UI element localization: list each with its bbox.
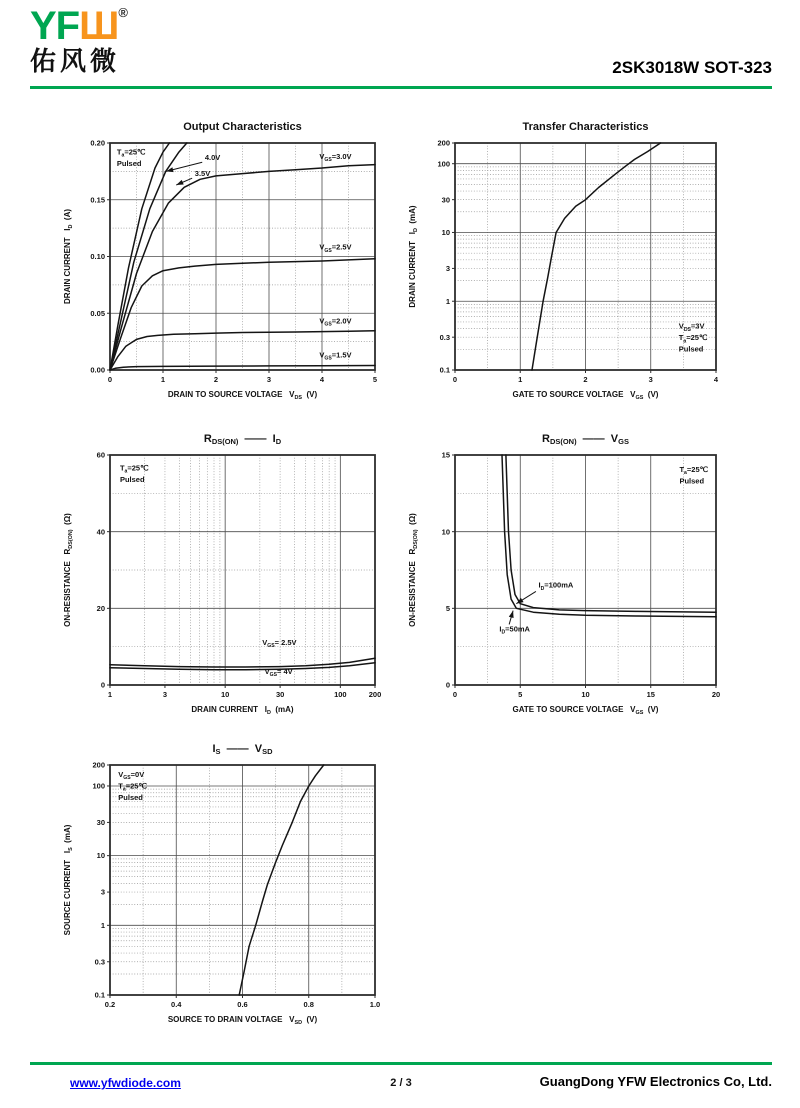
rdson-vs-id-plot bbox=[30, 430, 390, 735]
svg-text:DRAIN CURRENT ID (mA): DRAIN CURRENT $I_D$ (mA) bbox=[408, 205, 420, 308]
chart-rdson-vs-id bbox=[30, 430, 390, 740]
svg-text:3: 3 bbox=[266, 375, 272, 384]
svg-text:3: 3 bbox=[445, 264, 450, 274]
svg-text:0: 0 bbox=[107, 375, 113, 384]
footer-divider bbox=[30, 1062, 772, 1065]
svg-text:GATE TO SOURCE VOLTAGE VGS: GATE TO SOURCE VOLTAGE $V_{GS}$ (V) bbox=[512, 705, 659, 717]
svg-text:0.6: 0.6 bbox=[237, 1000, 248, 1009]
logo-yf-text: YF bbox=[30, 4, 80, 48]
svg-text:100: 100 bbox=[437, 159, 450, 169]
chart-output-characteristics bbox=[30, 118, 390, 423]
is-vs-vsd-plot bbox=[30, 740, 390, 1045]
transfer-characteristics-plot bbox=[372, 118, 735, 418]
chart-rdson-vs-vgs bbox=[375, 430, 735, 740]
svg-text:IS —— VSD: $I_S$ —— $V_{SD}$ bbox=[212, 743, 273, 757]
part-number-title: 2SK3018W SOT-323 bbox=[612, 58, 772, 77]
svg-text:ON-RESISTANCE RDS(ON) (Ω): ON-RESISTANCE $R_{DS(ON)}$ (Ω) bbox=[63, 513, 75, 627]
svg-text:Ta=25℃: $T_a=25℃$ bbox=[679, 464, 709, 477]
svg-text:100: 100 bbox=[334, 690, 347, 699]
svg-text:RDS(ON) —— ID: $R_{DS(ON)}$ —— $I_D$ bbox=[203, 433, 282, 447]
svg-text:1: 1 bbox=[518, 375, 523, 384]
svg-text:VGS=2.5V: $V_{GS}=2.5V$ bbox=[319, 242, 352, 254]
svg-text:20: 20 bbox=[96, 603, 105, 613]
svg-text:4: 4 bbox=[319, 375, 325, 384]
svg-text:VGS=0V: $V_{GS}=0V$ bbox=[118, 769, 145, 782]
svg-text:1.0: 1.0 bbox=[369, 1000, 381, 1009]
svg-text:100: 100 bbox=[92, 781, 105, 791]
svg-text:SOURCE TO DRAIN VOLTAGE VSD: SOURCE TO DRAIN VOLTAGE $V_{SD}$ (V) bbox=[167, 1015, 318, 1027]
svg-text:4.0V: 4.0V bbox=[204, 153, 221, 163]
svg-text:Ta=25℃: $T_a=25℃$ bbox=[678, 333, 708, 345]
svg-text:5: 5 bbox=[372, 375, 378, 384]
footer bbox=[30, 1074, 772, 1098]
svg-text:0: 0 bbox=[100, 680, 105, 690]
svg-text:0.4: 0.4 bbox=[171, 1000, 182, 1009]
svg-text:0.1: 0.1 bbox=[439, 365, 450, 375]
svg-text:1: 1 bbox=[160, 375, 166, 384]
svg-text:15: 15 bbox=[646, 690, 655, 699]
registered-trademark-icon: ® bbox=[118, 5, 127, 20]
svg-text:Ta=25℃: $T_a=25℃$ bbox=[116, 147, 146, 159]
plot-group bbox=[408, 121, 719, 401]
svg-text:VGS= 4V: $V_{GS}= 4V$ bbox=[264, 666, 293, 679]
svg-text:ON-RESISTANCE RDS(ON) (Ω): ON-RESISTANCE $R_{DS(ON)}$ (Ω) bbox=[408, 513, 420, 627]
svg-text:0.3: 0.3 bbox=[439, 332, 450, 342]
svg-text:10: 10 bbox=[441, 527, 450, 537]
svg-text:0.3: 0.3 bbox=[94, 957, 105, 967]
svg-text:Ta=25℃: $T_a=25℃$ bbox=[119, 463, 149, 475]
svg-text:1: 1 bbox=[107, 690, 113, 699]
svg-text:60: 60 bbox=[96, 450, 105, 460]
svg-text:0.10: 0.10 bbox=[90, 252, 105, 262]
svg-text:ID=50mA: $I_D=50mA$ bbox=[499, 624, 530, 636]
svg-text:30: 30 bbox=[275, 690, 285, 699]
svg-text:0.20: 0.20 bbox=[90, 138, 105, 148]
output-characteristics-plot bbox=[30, 118, 390, 418]
svg-text:0.00: 0.00 bbox=[90, 365, 105, 375]
svg-text:200: 200 bbox=[368, 690, 382, 699]
svg-text:DRAIN TO SOURCE VOLTAGE VDS: DRAIN TO SOURCE VOLTAGE $V_{DS}$ (V) bbox=[167, 390, 318, 402]
plot-group bbox=[63, 121, 377, 401]
svg-text:3: 3 bbox=[100, 887, 105, 897]
svg-text:20: 20 bbox=[711, 690, 721, 699]
svg-text:Output Characteristics: Output Characteristics bbox=[183, 121, 302, 133]
svg-text:SOURCE CURRENT IS (mA): SOURCE CURRENT $I_S$ (mA) bbox=[63, 824, 75, 936]
logo-w-glyph: Ш bbox=[79, 4, 119, 48]
svg-text:10: 10 bbox=[96, 851, 105, 861]
svg-text:0.05: 0.05 bbox=[90, 308, 105, 318]
company-name: GuangDong YFW Electronics Co, Ltd. bbox=[539, 1074, 772, 1089]
svg-text:ID=100mA: $I_D=100mA$ bbox=[538, 580, 574, 592]
svg-text:3: 3 bbox=[648, 375, 653, 384]
svg-text:5: 5 bbox=[445, 603, 450, 613]
svg-text:Pulsed: Pulsed bbox=[118, 792, 143, 802]
plot-group bbox=[408, 433, 720, 716]
svg-text:30: 30 bbox=[96, 818, 105, 828]
page-number: 2 / 3 bbox=[390, 1077, 412, 1089]
svg-text:0.1: 0.1 bbox=[94, 990, 105, 1000]
svg-text:200: 200 bbox=[437, 138, 450, 148]
plot-group bbox=[63, 743, 380, 1026]
svg-text:DRAIN CURRENT ID (A): DRAIN CURRENT $I_D$ (A) bbox=[63, 208, 75, 305]
svg-text:DRAIN CURRENT ID (mA): DRAIN CURRENT $I_D$ (mA) bbox=[191, 705, 294, 717]
svg-text:5: 5 bbox=[518, 690, 523, 699]
svg-text:4: 4 bbox=[713, 375, 719, 384]
header-divider bbox=[30, 86, 772, 89]
svg-text:Pulsed: Pulsed bbox=[678, 344, 704, 354]
svg-text:3: 3 bbox=[162, 690, 168, 699]
svg-text:Pulsed: Pulsed bbox=[116, 158, 142, 168]
svg-text:0: 0 bbox=[445, 680, 450, 690]
svg-text:15: 15 bbox=[441, 450, 450, 460]
svg-text:2: 2 bbox=[213, 375, 219, 384]
svg-text:0.8: 0.8 bbox=[303, 1000, 314, 1009]
svg-text:10: 10 bbox=[441, 228, 450, 238]
svg-text:40: 40 bbox=[96, 527, 105, 537]
plot-group bbox=[63, 433, 381, 716]
svg-text:VDS=3V: $V_{DS}=3V$ bbox=[678, 321, 705, 333]
series-IS vs VSD bbox=[239, 765, 324, 995]
svg-text:VGS=1.5V: $V_{GS}=1.5V$ bbox=[319, 350, 352, 362]
svg-text:Transfer Characteristics: Transfer Characteristics bbox=[522, 121, 649, 133]
yfw-logo bbox=[30, 6, 127, 74]
svg-text:RDS(ON) —— VGS: $R_{DS(ON)}$ —— $V_{GS}$ bbox=[542, 433, 629, 447]
svg-text:10: 10 bbox=[220, 690, 230, 699]
logo-wordmark bbox=[30, 6, 127, 46]
svg-text:Pulsed: Pulsed bbox=[679, 476, 705, 486]
svg-text:Ta=25℃: $T_a=25℃$ bbox=[118, 781, 147, 793]
svg-text:1: 1 bbox=[100, 920, 105, 930]
svg-text:200: 200 bbox=[92, 760, 105, 770]
svg-text:3.5V: 3.5V bbox=[194, 168, 211, 178]
logo-chinese-text: 佑风微 bbox=[30, 46, 121, 76]
svg-text:0: 0 bbox=[452, 690, 458, 699]
svg-text:0: 0 bbox=[452, 375, 458, 384]
rdson-vs-vgs-plot bbox=[375, 430, 735, 735]
svg-text:VGS= 2.5V: $V_{GS}= 2.5V$ bbox=[262, 637, 297, 649]
svg-text:30: 30 bbox=[441, 195, 450, 205]
chart-transfer-characteristics bbox=[372, 118, 735, 423]
svg-text:10: 10 bbox=[581, 690, 590, 699]
svg-text:2: 2 bbox=[583, 375, 588, 384]
chart-is-vs-vsd bbox=[30, 740, 390, 1050]
svg-text:1: 1 bbox=[445, 296, 450, 306]
website-link[interactable]: www.yfwdiode.com bbox=[70, 1076, 181, 1090]
svg-text:0.2: 0.2 bbox=[104, 1000, 116, 1009]
svg-text:0.15: 0.15 bbox=[90, 195, 105, 205]
svg-text:Pulsed: Pulsed bbox=[119, 474, 145, 484]
svg-text:GATE TO SOURCE VOLTAGE VGS: GATE TO SOURCE VOLTAGE $V_{GS}$ (V) bbox=[512, 390, 659, 402]
series-ID vs VGS bbox=[532, 143, 661, 370]
svg-text:VGS=3.0V: $V_{GS}=3.0V$ bbox=[319, 151, 352, 164]
svg-text:VGS=2.0V: $V_{GS}=2.0V$ bbox=[319, 316, 352, 328]
